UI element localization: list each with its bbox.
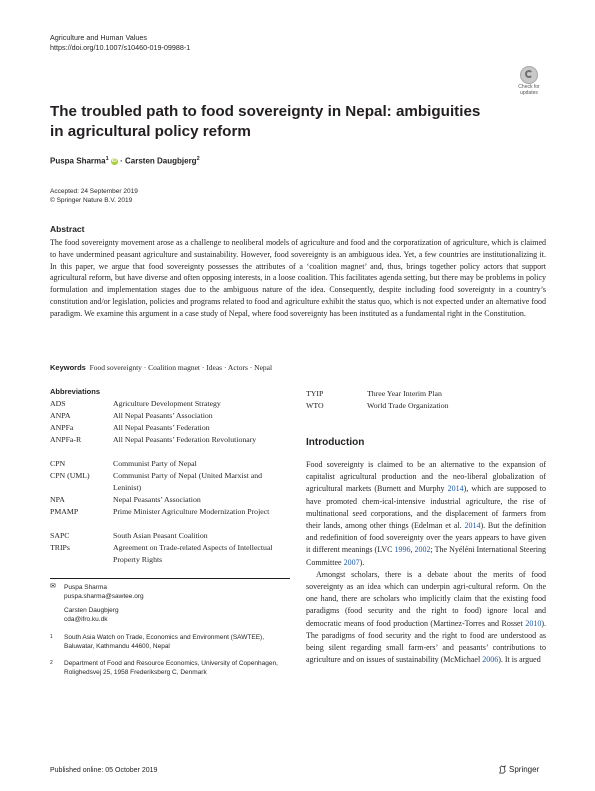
abbreviation-term: PMAMP xyxy=(50,507,79,516)
keywords-list: Food sovereignty · Coalition magnet · Ideas · Actors · Nepal xyxy=(89,363,273,372)
citation-link[interactable]: 2014 xyxy=(464,521,481,531)
abbreviation-term: NPA xyxy=(50,495,65,504)
abbreviation-term: ADS xyxy=(50,399,66,408)
introduction-heading: Introduction xyxy=(306,437,365,448)
citation-link[interactable]: 2007 xyxy=(343,557,360,567)
orcid-icon[interactable]: iD xyxy=(111,158,117,165)
abbreviation-definition: Prime Minister Agriculture Modernization Project xyxy=(113,507,270,516)
author-list xyxy=(50,156,200,166)
abbreviation-definition: Communist Party of Nepal (United Marxist and Leninist) xyxy=(113,471,262,492)
affiliation-text: South Asia Watch on Trade, Economics and Environment (SAWTEE), Baluwatar, Kathmandu 44600, Nepal xyxy=(64,634,265,650)
envelope-icon: ✉ xyxy=(50,583,56,590)
corresponding-author: Puspa Sharma xyxy=(64,584,107,591)
author-email[interactable]: puspa.sharma@sawtee.org xyxy=(64,593,144,600)
abbreviation-term: TYIP xyxy=(306,389,324,398)
paragraph: Food sovereignty is claimed to be an alternative to the expansion of capitalist agricultural production and the neo-liberal globalization of agricultural markets (Burnett and Murphy 2014), which are supposed to have promoted chem-ical-intensive industrial agriculture, the rise of multinational seed corporations, and the displacement of farmers from their lands, among other things (Edelman et al. 2014). But the definition and redefinition of food sovereignty over the years appears to have given it different meanings (LVC 1996, 2002; The Nyéléni International Steering Committee 2007). xyxy=(306,460,547,567)
article-dates xyxy=(50,187,138,205)
abbreviation-definition: All Nepal Peasants’ Federation Revolutionary xyxy=(113,435,257,444)
abbreviation-definition: Communist Party of Nepal xyxy=(113,459,197,468)
abbreviation-term: CPN (UML) xyxy=(50,471,90,480)
abstract-text: The food sovereignty movement arose as a challenge to neoliberal models of agriculture and food and the corporatization of agriculture, which is claimed to have undermined peasant agriculture and sustainability. However, food sovereignty is an ambiguous idea. Yet, a few countries are institutionalizing it. In this paper, we argue that food sovereignty possesses the attributes of a ‘coalition magnet’ and, thus, brings together policy actors that support agricultural reform, but have diverse and often opposing interests, in a loose coalition. This facilitates agenda setting, but there may be problems in policy formulation and implementation stages due to the ambiguous nature of the idea. Consequently, despite including food sovereignty in a country’s constitution and/or legislation, policies and programs related to food and agriculture exhibit the status quo, which is not expected under an alternative food paradigm. We examine this argument in a case study of Nepal, where food sovereignty has been instituted as a fundamental right in the Constitution. xyxy=(50,238,546,318)
abbreviation-definition: Agreement on Trade-related Aspects of Intellectual Property Rights xyxy=(113,543,273,564)
publisher-name: Springer xyxy=(509,765,540,774)
title-line-2: in agricultural policy reform xyxy=(50,123,251,140)
springer-horse-icon xyxy=(498,765,507,774)
abbreviation-definition: All Nepal Peasants’ Federation xyxy=(113,423,210,432)
journal-name: Agriculture and Human Values xyxy=(50,33,147,42)
abstract-heading: Abstract xyxy=(50,224,85,234)
abbreviation-definition: South Asian Peasant Coalition xyxy=(113,531,208,540)
abbreviation-term: SAPC xyxy=(50,531,70,540)
accepted-date: Accepted: 24 September 2019 xyxy=(50,188,138,195)
published-online: Published online: 05 October 2019 xyxy=(50,767,158,774)
corresponding-author: Carsten Daugbjerg xyxy=(64,607,119,614)
citation-link[interactable]: 2006 xyxy=(482,655,499,665)
abbreviation-definition: Nepal Peasants’ Association xyxy=(113,495,201,504)
affiliation-number: 1 xyxy=(50,634,53,640)
copyright-line: © Springer Nature B.V. 2019 xyxy=(50,197,133,204)
abbreviation-term: ANPFa-R xyxy=(50,435,82,444)
abbreviation-term: CPN xyxy=(50,459,66,468)
affiliation-marker: 2 xyxy=(196,156,200,162)
affiliation-number: 2 xyxy=(50,660,53,666)
abbreviation-term: WTO xyxy=(306,401,324,410)
paragraph: Amongst scholars, there is a debate about the merits of food sovereignty as an idea which can underpin agri-cultural reform. On the one hand, there are scholars who implicitly claim that the existing food paradigms (food security and the right to food) ignore local and democratic means of food production (Martinez-Torres and Rosset 2010). The paradigms of food security and the right to food are understood as being silent regarding small farm-ers’ and peasants’ contributions to agriculture and on issues of sustainability (McMichael 2006). It is argued xyxy=(306,569,546,665)
journal-header xyxy=(50,33,190,53)
update-icon xyxy=(520,66,538,84)
keywords xyxy=(50,363,272,372)
abbreviations-heading: Abbreviations xyxy=(50,387,101,396)
citation-link[interactable]: 2002 xyxy=(414,545,431,555)
author-name[interactable]: Puspa Sharma xyxy=(50,156,106,166)
badge-label-2: updates xyxy=(520,89,538,96)
footnote-divider xyxy=(50,578,290,579)
citation-link[interactable]: 2014 xyxy=(447,484,464,494)
keywords-label: Keywords xyxy=(50,363,86,372)
abbreviation-term: ANPA xyxy=(50,411,71,420)
introduction-body xyxy=(306,459,546,666)
publisher-logo xyxy=(498,765,539,774)
abbreviation-definition: World Trade Organization xyxy=(367,401,449,410)
author-email[interactable]: cda@ifro.ku.dk xyxy=(64,616,108,623)
check-for-updates-badge[interactable] xyxy=(512,66,546,96)
affiliation-text: Department of Food and Resource Economics, University of Copenhagen, Rolighedsvej 25, 1958 Frederiksberg C, Denmark xyxy=(64,660,278,676)
badge-label-1: Check for xyxy=(518,84,540,90)
title-line-1: The troubled path to food sovereignty in Nepal: ambiguities xyxy=(50,103,481,120)
abbreviation-term: ANPFa xyxy=(50,423,74,432)
abbreviation-definition: Three Year Interim Plan xyxy=(367,389,442,398)
abbreviation-definition: Agriculture Development Strategy xyxy=(113,399,221,408)
abbreviation-definition: All Nepal Peasants’ Association xyxy=(113,411,213,420)
affiliation-marker: 1 xyxy=(105,156,109,162)
doi-link[interactable]: https://doi.org/10.1007/s10460-019-09988-1 xyxy=(50,43,191,52)
citation-link[interactable]: 2010 xyxy=(525,618,542,628)
author-name[interactable]: · Carsten Daugbjerg xyxy=(120,156,197,166)
citation-link[interactable]: 1996 xyxy=(394,545,411,555)
article-title xyxy=(50,102,510,142)
abbreviation-term: TRIPs xyxy=(50,543,70,552)
